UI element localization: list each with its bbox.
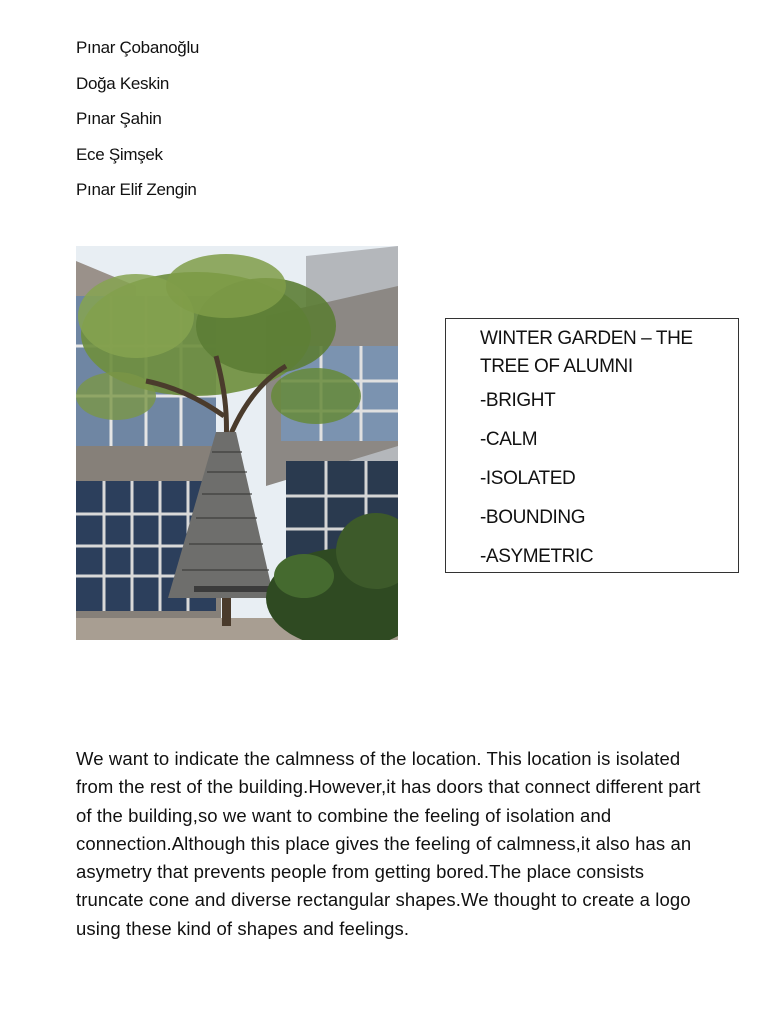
author-name: Doğa Keskin	[76, 73, 170, 93]
winter-garden-photo	[76, 246, 398, 640]
author-name: Pınar Çobanoğlu	[76, 38, 200, 57]
keyword-item: -BRIGHT	[480, 390, 556, 411]
author-name: Ece Şimşek	[76, 144, 163, 164]
author-name: Pınar Elif Zengin	[76, 180, 197, 199]
keyword-item: -BOUNDING	[480, 507, 586, 528]
keywords-box	[445, 318, 739, 573]
box-title: WINTER GARDEN – THE TREE OF ALUMNI	[480, 328, 693, 377]
keyword-item: -ASYMETRIC	[480, 546, 594, 567]
keyword-item: -CALM	[480, 429, 538, 450]
keyword-item: -ISOLATED	[480, 468, 576, 489]
author-list	[76, 30, 199, 208]
author-name: Pınar Şahin	[76, 109, 162, 128]
winter-garden-illustration	[76, 246, 398, 640]
keyword-list	[480, 381, 593, 576]
description-paragraph: We want to indicate the calmness of the location. This location is isolated from the rest of the building.However,it has doors that connect different part of the building,so we want to combine the feeling of isolation and connection.Although this place gives the feeling of calmness,it also has an asymetry that prevents people from getting bored.The place consists truncate cone and diverse rectangular shapes.We thought to create a logo using these kind of shapes and feelings.	[76, 748, 701, 939]
